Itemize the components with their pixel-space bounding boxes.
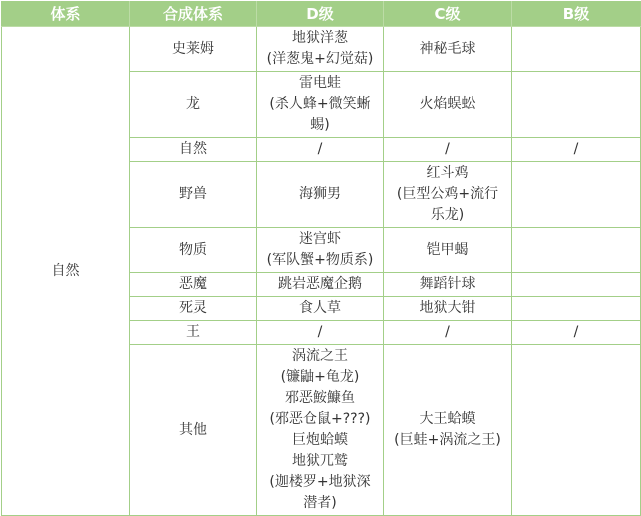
rank-c-cell (384, 321, 512, 345)
rank-c-cell (384, 138, 512, 162)
rank-c-cell (384, 297, 512, 321)
rank-c-cell (384, 162, 512, 228)
rank-c-cell-line: 地狱大钳 (419, 300, 476, 316)
rank-d-cell-line: 雷电蛙 (299, 75, 341, 91)
fusion-table (1, 1, 641, 516)
rank-b-cell (512, 27, 641, 72)
rank-d-cell-line: 跳岩恶魔企鹅 (278, 276, 362, 292)
header-fusion-system: 合成体系 (130, 2, 257, 27)
sub-system-cell: 龙 (130, 72, 257, 138)
header-rank-b: B级 (512, 2, 641, 27)
rank-c-cell (384, 273, 512, 297)
rank-d-cell-line: 地狱洋葱 (292, 30, 348, 46)
rank-d-cell-line: / (317, 141, 323, 157)
rank-d-cell (257, 27, 384, 72)
table-header-row (2, 2, 641, 27)
rank-b-cell (512, 228, 641, 273)
rank-d-cell-line: 海狮男 (299, 186, 341, 202)
rank-c-cell (384, 345, 512, 516)
rank-d-cell-line: (邪恶仓鼠+???) (269, 411, 371, 427)
rank-d-cell-line: 地狱兀鹫 (292, 453, 348, 469)
header-rank-c: C级 (384, 2, 512, 27)
rank-b-cell-line: / (573, 324, 579, 340)
rank-d-cell (257, 273, 384, 297)
rank-d-cell (257, 228, 384, 273)
rank-d-cell-line: (迦楼罗+地狱深 (269, 474, 371, 490)
rank-d-cell (257, 321, 384, 345)
rank-c-cell-line: 大王蛤蟆 (419, 411, 476, 427)
sub-system-cell: 死灵 (130, 297, 257, 321)
rank-b-cell (512, 345, 641, 516)
sub-system-cell: 恶魔 (130, 273, 257, 297)
rank-c-cell-line: 铠甲蝎 (426, 241, 469, 258)
sub-system-cell: 王 (130, 321, 257, 345)
rank-c-cell-line: 红斗鸡 (426, 165, 469, 181)
rank-b-cell (512, 138, 641, 162)
rank-d-cell (257, 162, 384, 228)
header-system: 体系 (2, 2, 130, 27)
rank-c-cell-line: (巨型公鸡+流行 (396, 186, 499, 202)
rank-d-cell-line: 巨炮蛤蟆 (292, 432, 348, 448)
table-row (2, 27, 641, 72)
rank-c-cell-line: (巨蛙+涡流之王) (394, 432, 501, 448)
rank-c-cell-line: 乐龙) (430, 207, 465, 223)
sub-system-cell: 物质 (130, 228, 257, 273)
rank-d-cell-line: (军队蟹+物质系) (266, 252, 374, 268)
rank-d-cell-line: 蜴) (310, 117, 330, 133)
sub-system-cell: 史莱姆 (130, 27, 257, 72)
rank-c-cell-line: 舞蹈针球 (419, 276, 476, 292)
header-rank-d: D级 (257, 2, 384, 27)
main-system-cell: 自然 (2, 27, 130, 516)
rank-c-cell-line: 火焰蜈蚣 (419, 96, 476, 112)
rank-d-cell (257, 138, 384, 162)
rank-b-cell (512, 273, 641, 297)
rank-b-cell (512, 162, 641, 228)
rank-d-cell (257, 72, 384, 138)
rank-d-cell-line: 潜者) (303, 495, 337, 511)
rank-d-cell-line: 邪恶鮟鱇鱼 (285, 390, 355, 406)
rank-c-cell-line: / (445, 324, 450, 340)
rank-d-cell-line: 涡流之王 (292, 348, 348, 364)
rank-c-cell (384, 72, 512, 138)
rank-d-cell (257, 297, 384, 321)
rank-c-cell-line: / (445, 141, 450, 157)
rank-d-cell-line: 迷宫虾 (299, 231, 341, 247)
rank-b-cell (512, 297, 641, 321)
rank-d-cell-line: 食人草 (299, 300, 341, 316)
rank-d-cell-line: (镰鼬+龟龙) (280, 369, 360, 385)
rank-b-cell-line: / (573, 141, 579, 157)
rank-d-cell-line: (杀人蜂+微笑蜥 (269, 96, 371, 112)
sub-system-cell: 其他 (130, 345, 257, 516)
rank-c-cell (384, 228, 512, 273)
sub-system-cell: 野兽 (130, 162, 257, 228)
rank-d-cell-line: / (317, 324, 323, 340)
rank-c-cell-line: 神秘毛球 (419, 40, 476, 57)
rank-b-cell (512, 72, 641, 138)
rank-d-cell (257, 345, 384, 516)
rank-c-cell (384, 27, 512, 72)
sub-system-cell: 自然 (130, 138, 257, 162)
rank-d-cell-line: (洋葱鬼+幻觉菇) (266, 51, 374, 67)
rank-b-cell (512, 321, 641, 345)
